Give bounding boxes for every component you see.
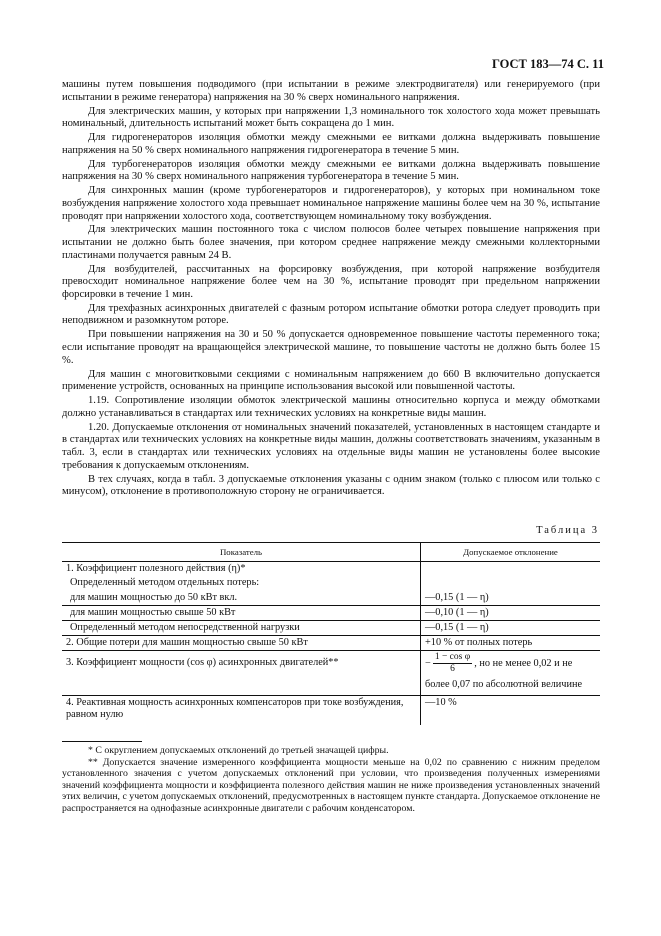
body-paragraph: Для машин с многовитковыми секциями с номинальным напряжением до 660 В включительно допускается применение устройств, основанных на принципе использования высокой или повышенной частоты. — [62, 368, 600, 393]
indicator-cell: Определенный методом непосредственной нагрузки — [62, 621, 421, 636]
indicator-cell: 1. Коэффициент полезного действия (η)* — [62, 562, 421, 577]
table-row — [62, 576, 600, 590]
deviation-continuation: более 0,07 по абсолютной величине — [425, 679, 583, 691]
indicator-cell: для машин мощностью до 50 кВт вкл. — [62, 591, 421, 606]
minus-sign: − — [425, 658, 431, 670]
deviation-cell: —0,15 (1 — η) — [425, 591, 489, 603]
table-row — [62, 605, 600, 620]
table-row — [62, 621, 600, 636]
body-paragraph: Для трехфазных асинхронных двигателей с фазным ротором испытание обмотки ротора следует проводить при неподвижном и разомкнутом роторе. — [62, 302, 600, 327]
deviation-cell — [421, 576, 601, 590]
body-paragraph: машины путем повышения подводимого (при испытании в режиме электродвигателя) или генерируемого (при испытании в режиме генератора) напряжения на 30 % сверх номинального напряжения. — [62, 79, 600, 103]
fraction — [433, 652, 472, 675]
table-row — [62, 651, 600, 695]
table-header-deviation: Допускаемое отклонение — [421, 543, 601, 562]
deviation-suffix: , но не менее 0,02 и не — [474, 658, 573, 670]
footnote-divider — [62, 741, 142, 742]
indicator-cell: 2. Общие потери для машин мощностью свыше 50 кВт — [62, 636, 421, 651]
body-paragraph: Для электрических машин постоянного тока с числом полюсов более четырех повышение напряжения при испытании не должно быть более значения, при котором среднее напряжение между смежными коллекторными пластинами получается равным 24 В. — [62, 224, 600, 261]
table-header-indicator: Показатель — [62, 543, 421, 562]
body-paragraph: Для гидрогенераторов изоляция обмотки между смежными ее витками должна выдерживать повышение напряжения на 50 % сверх номинального напряжения гидрогенератора в течение 5 мин. — [62, 132, 600, 156]
deviation-cell: +10 % от полных потерь — [421, 636, 601, 651]
deviation-cell — [421, 651, 601, 695]
indicator-cell: 4. Реактивная мощность асинхронных компенсаторов при токе возбуждения, равном нулю — [62, 695, 421, 725]
indicator-cell: Определенный методом отдельных потерь: — [62, 576, 421, 590]
body-paragraph: При повышении напряжения на 30 и 50 % допускается одновременное повышение частоты переменного тока; если испытание проводят на вращающейся электрической машине, то повышение частоты не должно быть более 15 %. — [62, 329, 600, 366]
table-caption: Таблица 3 — [536, 525, 599, 536]
indicator-cell: для машин мощностью свыше 50 кВт — [62, 605, 421, 620]
body-paragraph: Для электрических машин, у которых при напряжении 1,3 номинального ток холостого хода может превышать номинальный, длительность испытаний может быть сокращена до 1 мин. — [62, 105, 600, 130]
table-row — [62, 562, 600, 577]
table-3 — [62, 542, 600, 725]
body-paragraph: 1.19. Сопротивление изоляции обмоток электрической машины относительно корпуса и между обмотками должно устанавливаться в стандартах или технических условиях на конкретные виды машин. — [62, 395, 600, 419]
deviation-cell — [421, 562, 601, 577]
footnotes — [62, 745, 600, 815]
footnote: * С округлением допускаемых отклонений до третьей значащей цифры. — [88, 745, 389, 756]
body-paragraph: Для синхронных машин (кроме турбогенераторов и гидрогенераторов), у которых при номинальном токе возбуждения напряжение холостого хода превышает номинальное напряжение машины более чем на 30 %, испытание проводят при напряжении холостого хода, соответствующем номинальному току возбуждения. — [62, 185, 600, 222]
body-paragraph: 1.20. Допускаемые отклонения от номинальных значений показателей, установленных в настоящем стандарте и в стандартах или технических условиях на конкретные виды машин, должны соответствовать значениям, указанным в табл. 3, если в стандартах или технических условиях на отдельные виды машин не установлены более высокие требования к допускаемым отклонениям. — [62, 421, 600, 471]
fraction-denominator: 6 — [450, 664, 455, 675]
deviation-cell: —0,10 (1 — η) — [421, 605, 601, 620]
body-paragraph: Для возбудителей, рассчитанных на форсировку возбуждения, при которой напряжение возбудителя превосходит номинальное напряжение более чем на 30 %, испытание проводят при предельном напряжении форсировки в течение 1 мин. — [62, 263, 600, 300]
deviation-cell: —10 % — [421, 695, 601, 725]
page-header: ГОСТ 183—74 С. 11 — [492, 57, 604, 71]
fraction-numerator: 1 − cos φ — [434, 652, 471, 663]
body-paragraph: В тех случаях, когда в табл. 3 допускаемые отклонения указаны с одним знаком (только с плюсом или только с минусом), отклонение в противоположную сторону не ограничивается. — [62, 473, 600, 498]
table-header-row — [62, 543, 600, 562]
body-paragraph: Для турбогенераторов изоляция обмотки между смежными ее витками должна выдерживать повышение напряжения на 30 % сверх номинального напряжения турбогенератора в течение 5 мин. — [62, 158, 600, 183]
table-row — [62, 695, 600, 725]
deviation-cell: —0,15 (1 — η) — [421, 621, 601, 636]
table-row — [62, 636, 600, 651]
footnote: ** Допускается значение измеренного коэффициента мощности меньше на 0,02 по сравнению с нижним пределом установленного значения с учетом допускаемых отклонений при условии, что произведения полученных измерениями значений коэффициента мощности и коэффициента полезного действия машин не ниже произведения установленных значений этих величин, с учетом допускаемых отклонений, предусмотренных в настоящем пункте стандарта. Допускаемое отклонение не распространяется на однофазные асинхронные двигатели с рабочим конденсатором. — [62, 756, 600, 814]
indicator-cell: 3. Коэффициент мощности (cos φ) асинхронных двигателей** — [62, 651, 421, 695]
document-body — [62, 79, 600, 500]
table-row — [62, 591, 600, 606]
